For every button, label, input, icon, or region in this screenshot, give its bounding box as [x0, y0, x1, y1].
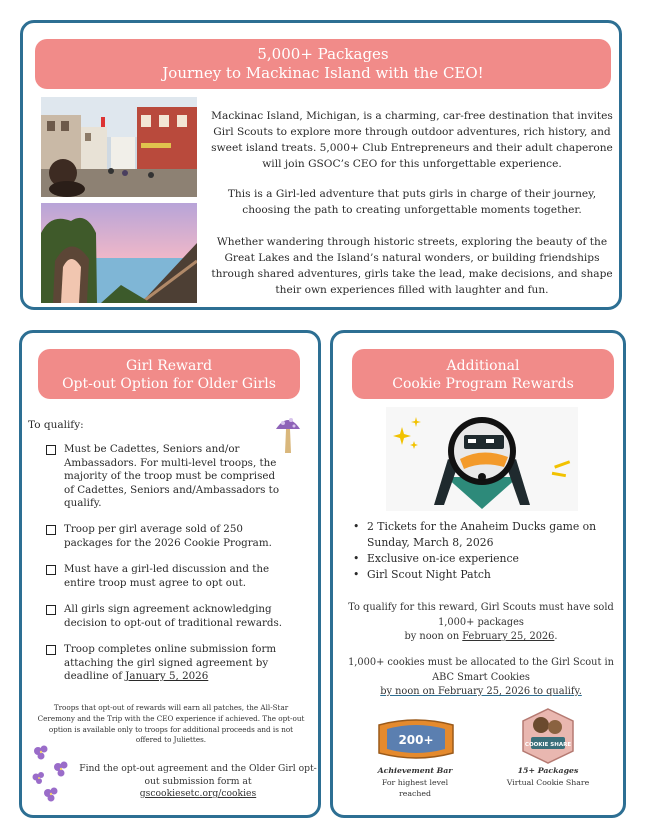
cookie-share-patch	[521, 707, 575, 765]
achievement-bar-number: 200+	[398, 733, 434, 747]
cookie-share-caption	[498, 765, 598, 788]
reward-item: • 2 Tickets for the Anaheim Ducks game on Sunday, March 8, 2026	[351, 519, 611, 551]
opt-out-header-line1: Girl Reward	[125, 358, 213, 374]
achievement-bar-title: Achievement Bar	[377, 766, 453, 775]
ducks-by-noon: by noon on	[404, 631, 463, 642]
criteria-item	[46, 643, 286, 684]
mackinac-street-photo	[41, 97, 197, 197]
checkbox[interactable]	[46, 605, 56, 615]
allocation-qualify-label: 1,000+ cookies must be allocated to the Girl Scout in ABC Smart Cookies	[348, 657, 614, 683]
ducks-qualify-label: To qualify for this reward, Girl Scouts must have sold 1,000+ packages	[348, 602, 614, 628]
criteria-text: Must be Cadettes, Seniors and/or Ambassadors. For multi-level troops, the majority of the troop must be comprised of Cadettes, Seniors and/Ambassadors to qualify.	[64, 443, 280, 509]
cookie-share-desc: Virtual Cookie Share	[506, 777, 590, 787]
opt-out-deadline: January 5, 2026	[125, 670, 209, 682]
criteria-item	[46, 563, 286, 590]
criteria-item	[46, 603, 286, 630]
cookie-share-title: 15+ Packages	[517, 766, 579, 775]
reward-item: • Girl Scout Night Patch	[351, 567, 611, 583]
find-agreement-label: Find the opt-out agreement and the Older Girl opt-out submission form at	[79, 763, 317, 787]
rewards-list	[351, 519, 611, 583]
opt-out-panel	[19, 330, 321, 818]
ducks-qualify-deadline-line	[343, 630, 619, 645]
trip-header-line1: 5,000+ Packages	[257, 45, 389, 63]
criteria-text: Troop completes online submission form attaching the girl signed agreement by deadline of	[64, 643, 277, 682]
allocation-deadline: by noon on February 25, 2026 to qualify.	[380, 686, 582, 697]
trip-header	[35, 39, 611, 89]
criteria-item	[46, 443, 286, 511]
trip-paragraph-1: Mackinac Island, Michigan, is a charming, car-free destination that invites Girl Scouts to explore more through outdoor adventures, rich history, and sweet island treats. 5,000+ Club Entrepreneurs and their adult chaperone will join GSOC’s CEO for this unforgettable experience.	[211, 110, 613, 170]
checkbox[interactable]	[46, 565, 56, 575]
ducks-qualify-text	[343, 601, 619, 645]
arch-rock-photo	[41, 203, 197, 303]
cookie-share-label: COOKIE SHARE	[524, 742, 572, 748]
additional-rewards-panel	[330, 330, 626, 818]
cookies-website-link[interactable]: gscookiesetc.org/cookies	[139, 788, 257, 799]
violet-flowers-icon	[28, 743, 70, 805]
rewards-header	[352, 349, 614, 399]
achievement-bar-caption	[365, 765, 465, 800]
find-agreement-text	[78, 763, 318, 801]
opt-out-note: Troops that opt-out of rewards will earn all patches, the All-Star Ceremony and the Trip with the CEO experience if achieved. The opt-out option is available only to troops for additional proceeds and is not offered to Juliettes.	[37, 703, 305, 745]
criteria-text: All girls sign agreement acknowledging decision to opt-out of traditional rewards.	[64, 603, 283, 629]
opt-out-header-line2: Opt-out Option for Older Girls	[62, 376, 276, 392]
anaheim-ducks-logo	[386, 407, 578, 511]
mackinac-trip-panel	[20, 20, 622, 310]
checkbox[interactable]	[46, 445, 56, 455]
achievement-bar-patch	[373, 717, 459, 761]
rewards-header-line1: Additional	[446, 358, 520, 374]
ducks-deadline-date: February 25, 2026	[462, 631, 555, 642]
checkbox[interactable]	[46, 525, 56, 535]
allocation-qualify-text	[343, 656, 619, 700]
criteria-item	[46, 523, 286, 550]
criteria-text: Troop per girl average sold of 250 packages for the 2026 Cookie Program.	[64, 523, 272, 549]
ducks-period: .	[554, 631, 558, 642]
rewards-header-line2: Cookie Program Rewards	[392, 376, 574, 392]
opt-out-header	[38, 349, 300, 399]
reward-item: • Exclusive on-ice experience	[351, 551, 611, 567]
trip-paragraph-3: Whether wandering through historic streets, exploring the beauty of the Great Lakes and the Island’s natural wonders, or building friendships through shared adventures, girls take the lead, make decisions, and shape their own experiences filled with laughter and fun.	[211, 236, 613, 296]
to-qualify-label: To qualify:	[28, 419, 84, 431]
trip-header-line2: Journey to Mackinac Island with the CEO!	[162, 64, 484, 82]
achievement-bar-desc: For highest level reached	[381, 777, 449, 798]
checkbox[interactable]	[46, 645, 56, 655]
trip-paragraph-2: This is a Girl-led adventure that puts girls in charge of their journey, choosing the path to creating unforgettable moments together.	[227, 188, 597, 216]
criteria-text: Must have a girl-led discussion and the entire troop must agree to opt out.	[64, 563, 270, 589]
